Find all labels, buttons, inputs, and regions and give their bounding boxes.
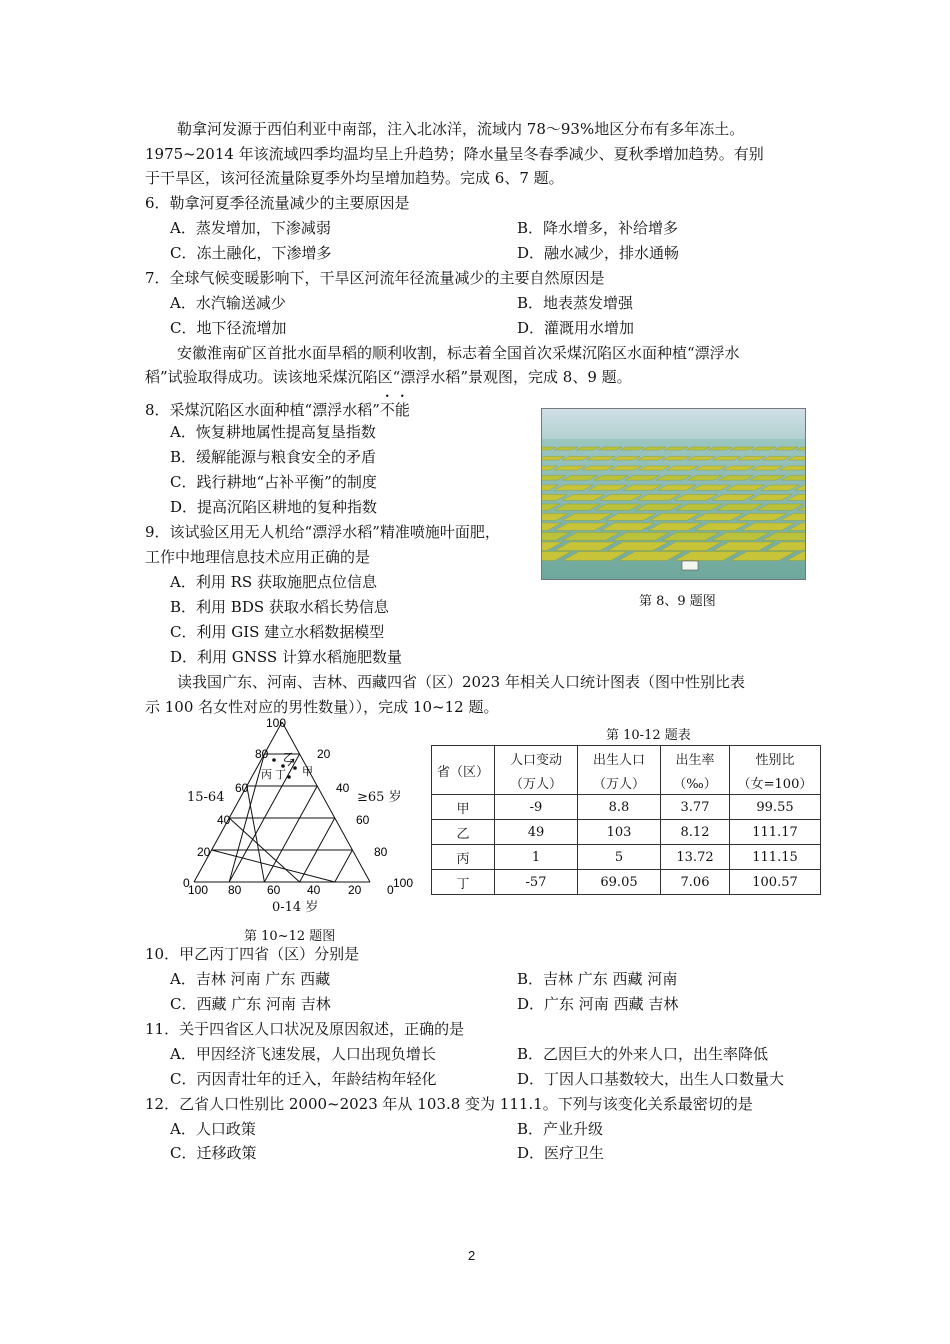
bottom-tick: 60 <box>267 883 281 897</box>
right-tick: 80 <box>374 845 388 859</box>
photo-caption: 第 8、9 题图 <box>639 594 716 609</box>
header-sex-ratio-unit: （女=100） <box>730 770 821 795</box>
q10-option-a: A．吉林 河南 广东 西藏 <box>170 970 331 988</box>
passage1-line3: 于干旱区，该河径流量除夏季外均呈增加趋势。完成 6、7 题。 <box>145 169 564 187</box>
table-cell: 99.55 <box>730 795 821 820</box>
header-birth-rate-unit: （‰） <box>661 770 730 795</box>
q9-option-c: C．利用 GIS 建立水稻数据模型 <box>170 623 385 641</box>
q12-stem: 12．乙省人口性别比 2000~2023 年从 103.8 变为 111.1。下列与该变化关系最密切的是 <box>145 1095 753 1113</box>
passage1-line1: 勒拿河发源于西伯利亚中南部，注入北冰洋，流域内 78～93%地区分布有多年冻土。 <box>177 120 745 138</box>
right-axis-title: ≥65 岁 <box>357 790 402 805</box>
right-tick: 40 <box>336 781 350 795</box>
left-tick: 0 <box>183 876 190 890</box>
q7-stem: 7．全球气候变暖影响下，干旱区河流年径流量减少的主要自然原因是 <box>145 269 605 287</box>
point-yi <box>272 758 276 762</box>
point-label-ding: 丁 <box>275 768 286 781</box>
header-pop-change-unit: （万人） <box>495 770 578 795</box>
q9-option-d: D．利用 GNSS 计算水稻施肥数量 <box>170 648 402 666</box>
point-label-jia: 甲 <box>302 765 313 778</box>
q12-option-d: D．医疗卫生 <box>517 1144 605 1162</box>
grid-line <box>264 786 317 882</box>
q7-option-a: A．水汽输送减少 <box>170 294 286 312</box>
bottom-tick: 0 <box>387 883 394 897</box>
table-cell: 1 <box>495 845 578 870</box>
table-cell: 49 <box>495 820 578 845</box>
sign-board <box>682 561 698 570</box>
table-cell: 甲 <box>432 795 495 820</box>
q8-stem-emphasis: 不能 <box>379 401 410 419</box>
q7-option-c: C．地下径流增加 <box>170 319 287 337</box>
point-jia <box>287 775 291 779</box>
table-cell: 8.8 <box>578 795 661 820</box>
passage2-line2: 稻”试验取得成功。读该地采煤沉陷区“漂浮水稻”景观图，完成 8、9 题。 <box>145 368 632 386</box>
triangle-caption: 第 10~12 题图 <box>244 929 336 944</box>
q11-stem: 11．关于四省区人口状况及原因叙述，正确的是 <box>145 1020 465 1038</box>
table-row <box>432 795 821 820</box>
bottom-tick: 40 <box>307 883 321 897</box>
table-row <box>432 820 821 845</box>
q8-option-d: D．提高沉陷区耕地的复种指数 <box>170 498 378 516</box>
table-cell: 7.06 <box>661 870 730 895</box>
left-axis-title: 15-64 <box>187 790 225 805</box>
q6-option-b: B．降水增多，补给增多 <box>517 219 679 237</box>
q9-option-a: A．利用 RS 获取施肥点位信息 <box>170 573 377 591</box>
passage1-line2: 1975~2014 年该流域四季均温均呈上升趋势；降水量呈冬春季减少、夏秋季增加趋势。有别 <box>145 145 764 163</box>
q11-option-d: D．丁因人口基数较大，出生人口数量大 <box>517 1070 785 1088</box>
bottom-tick: 100 <box>188 883 209 897</box>
point-label-yi: 乙 <box>283 751 294 764</box>
floating-rice-illustration <box>542 409 805 579</box>
q6-option-a: A．蒸发增加，下渗减弱 <box>170 219 331 237</box>
header-province: 省（区） <box>432 746 495 795</box>
passage2-line1: 安徽淮南矿区首批水面旱稻的顺利收割，标志着全国首次采煤沉陷区水面种植“漂浮水 <box>177 344 740 362</box>
table-cell: 乙 <box>432 820 495 845</box>
left-tick: 40 <box>217 813 231 827</box>
q8-stem-text: 8．采煤沉陷区水面种植“漂浮水稻” <box>145 401 380 419</box>
table-cell: 丁 <box>432 870 495 895</box>
bottom-tick: 20 <box>348 883 362 897</box>
left-tick: 60 <box>235 781 249 795</box>
q12-option-c: C．迁移政策 <box>170 1144 257 1162</box>
q7-option-b: B．地表蒸发增强 <box>517 294 634 312</box>
table-cell: -57 <box>495 870 578 895</box>
page-number: 2 <box>468 1248 476 1263</box>
q12-option-a: A．人口政策 <box>170 1120 256 1138</box>
right-tick: 20 <box>317 747 331 761</box>
header-sex-ratio: 性别比 <box>730 746 821 771</box>
table-cell: 5 <box>578 845 661 870</box>
right-tick: 100 <box>393 876 414 890</box>
q10-option-d: D．广东 河南 西藏 吉林 <box>517 995 679 1013</box>
table-caption: 第 10-12 题表 <box>606 728 691 743</box>
apex-label: 100 <box>266 716 287 730</box>
table-cell: 8.12 <box>661 820 730 845</box>
header-births: 出生人口 <box>578 746 661 771</box>
table-cell: 69.05 <box>578 870 661 895</box>
q9-stem-line1: 9．该试验区用无人机给“漂浮水稻”精准喷施叶面肥， <box>145 523 500 541</box>
q10-option-b: B．吉林 广东 西藏 河南 <box>517 970 678 988</box>
table-cell: 111.17 <box>730 820 821 845</box>
q8-option-b: B．缓解能源与粮食安全的矛盾 <box>170 448 377 466</box>
table-cell: 13.72 <box>661 845 730 870</box>
header-birth-rate: 出生率 <box>661 746 730 771</box>
q8-option-a: A．恢复耕地属性提高复垦指数 <box>170 423 376 441</box>
q6-stem: 6．勒拿河夏季径流量减少的主要原因是 <box>145 194 410 212</box>
table-cell: -9 <box>495 795 578 820</box>
q8-stem <box>145 392 410 421</box>
table-header-row <box>432 746 821 771</box>
q8-option-c: C．践行耕地“占补平衡”的制度 <box>170 473 377 491</box>
table-cell: 3.77 <box>661 795 730 820</box>
q12-option-b: B．产业升级 <box>517 1120 604 1138</box>
bottom-axis-title: 0-14 岁 <box>272 900 319 915</box>
q6-option-c: C．冻土融化，下渗增多 <box>170 244 332 262</box>
header-births-unit: （万人） <box>578 770 661 795</box>
q7-option-d: D．灌溉用水增加 <box>517 319 635 337</box>
grid-line <box>335 850 353 882</box>
grid-line <box>247 786 265 882</box>
q11-option-a: A．甲因经济飞速发展，人口出现负增长 <box>170 1045 436 1063</box>
header-pop-change: 人口变动 <box>495 746 578 771</box>
q10-stem: 10．甲乙丙丁四省（区）分别是 <box>145 945 360 963</box>
table-row <box>432 845 821 870</box>
bottom-ticks <box>188 883 394 897</box>
q6-option-d: D．融水减少，排水通畅 <box>517 244 680 262</box>
floating-rice-photo <box>541 408 806 580</box>
q11-option-c: C．丙因青壮年的迁入，年龄结构年轻化 <box>170 1070 437 1088</box>
q11-option-b: B．乙因巨大的外来人口，出生率降低 <box>517 1045 769 1063</box>
left-tick: 80 <box>255 747 269 761</box>
point-label-bing: 丙 <box>261 768 272 781</box>
q9-stem-line2: 工作中地理信息技术应用正确的是 <box>145 548 371 566</box>
table-row <box>432 870 821 895</box>
q9-option-b: B．利用 BDS 获取水稻长势信息 <box>170 598 389 616</box>
passage3-line2: 示 100 名女性对应的男性数量）），完成 10~12 题。 <box>145 698 499 716</box>
population-table <box>431 745 821 895</box>
ternary-age-diagram <box>180 714 420 904</box>
passage3-line1: 读我国广东、河南、吉林、西藏四省（区）2023 年相关人口统计图表（图中性别比表 <box>177 673 745 691</box>
table-cell: 100.57 <box>730 870 821 895</box>
table-cell: 111.15 <box>730 845 821 870</box>
point-extra <box>293 766 297 770</box>
right-tick: 60 <box>356 813 370 827</box>
bottom-tick: 80 <box>228 883 242 897</box>
point-ding <box>281 764 285 768</box>
table-cell: 103 <box>578 820 661 845</box>
q10-option-c: C．西藏 广东 河南 吉林 <box>170 995 331 1013</box>
table-cell: 丙 <box>432 845 495 870</box>
left-tick: 20 <box>197 845 211 859</box>
